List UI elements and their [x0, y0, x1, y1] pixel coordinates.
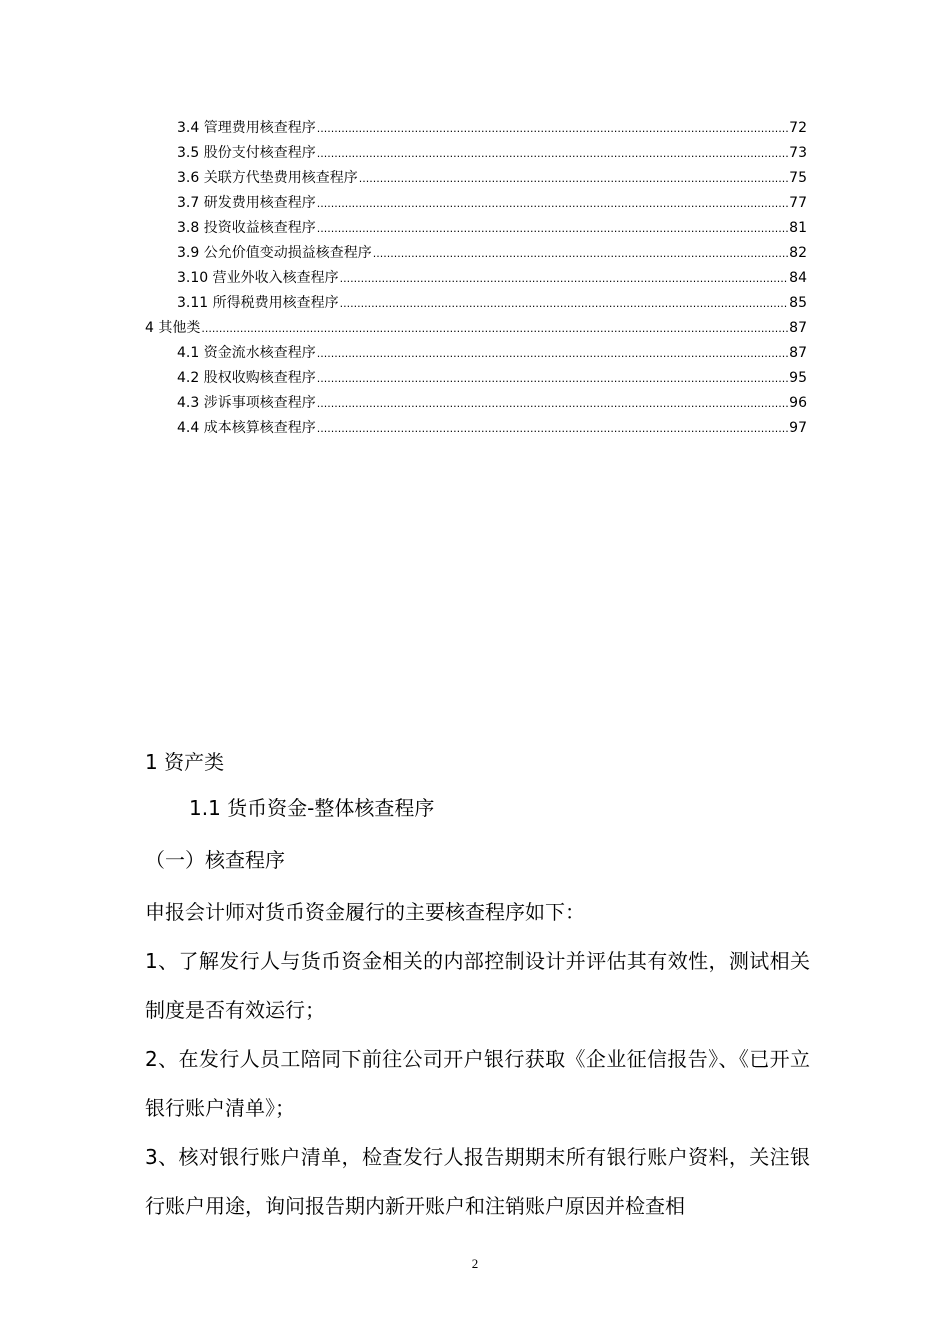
- toc-entry-page: 81: [789, 220, 807, 236]
- toc-entry[interactable]: [145, 291, 807, 316]
- table-of-contents: [145, 116, 807, 441]
- toc-leader-dots: [373, 241, 788, 266]
- document-body: [145, 740, 810, 1231]
- toc-leader-dots: [317, 416, 788, 441]
- list-item: 2、在发行人员工陪同下前往公司开户银行获取《企业征信报告》、《已开立银行账户清单》；: [145, 1047, 810, 1120]
- toc-entry-label: 3.10 营业外收入核查程序: [177, 270, 339, 286]
- sub-subsection-heading: （一）核查程序: [145, 848, 285, 872]
- toc-entry-label: 4.4 成本核算核查程序: [177, 420, 316, 436]
- toc-entry-label: 3.6 关联方代垫费用核查程序: [177, 170, 358, 186]
- toc-leader-dots: [317, 141, 788, 166]
- toc-entry-page: 84: [789, 270, 807, 286]
- toc-entry[interactable]: [145, 116, 807, 141]
- toc-leader-dots: [340, 266, 789, 291]
- toc-entry[interactable]: [145, 391, 807, 416]
- toc-entry-label: 4.1 资金流水核查程序: [177, 345, 316, 361]
- toc-entry-label: 3.7 研发费用核查程序: [177, 195, 316, 211]
- toc-entry[interactable]: [145, 216, 807, 241]
- toc-entry-page: 73: [789, 145, 807, 161]
- toc-entry-page: 85: [789, 295, 807, 311]
- toc-entry[interactable]: [145, 241, 807, 266]
- toc-entry-page: 72: [789, 120, 807, 136]
- toc-leader-dots: [317, 116, 788, 141]
- section-heading: 1 资产类: [145, 750, 225, 774]
- toc-entry-page: 95: [789, 370, 807, 386]
- toc-entry[interactable]: [145, 416, 807, 441]
- toc-entry-page: 77: [789, 195, 807, 211]
- toc-entry-label: 3.4 管理费用核查程序: [177, 120, 316, 136]
- toc-entry-page: 96: [789, 395, 807, 411]
- toc-entry-label: 4.2 股权收购核查程序: [177, 370, 316, 386]
- toc-leader-dots: [317, 341, 788, 366]
- page-number: 2: [471, 1256, 479, 1271]
- toc-leader-dots: [317, 366, 788, 391]
- toc-entry[interactable]: [145, 166, 807, 191]
- list-item: 1、了解发行人与货币资金相关的内部控制设计并评估其有效性，测试相关制度是否有效运行；: [145, 949, 810, 1022]
- intro-paragraph: 申报会计师对货币资金履行的主要核查程序如下：: [145, 900, 585, 924]
- toc-entry[interactable]: [145, 341, 807, 366]
- toc-leader-dots: [317, 216, 788, 241]
- toc-entry-page: 82: [789, 245, 807, 261]
- toc-entry-label: 3.5 股份支付核查程序: [177, 145, 316, 161]
- toc-entry[interactable]: [145, 141, 807, 166]
- toc-leader-dots: [201, 316, 788, 341]
- toc-leader-dots: [359, 166, 788, 191]
- toc-entry-label: 4.3 涉诉事项核查程序: [177, 395, 316, 411]
- toc-leader-dots: [317, 191, 788, 216]
- toc-entry-page: 97: [789, 420, 807, 436]
- subsection-heading: 1.1 货币资金-整体核查程序: [189, 796, 435, 820]
- toc-entry-page: 87: [789, 345, 807, 361]
- toc-entry-page: 87: [789, 320, 807, 336]
- toc-leader-dots: [340, 291, 789, 316]
- toc-entry-label: 3.9 公允价值变动损益核查程序: [177, 245, 372, 261]
- toc-entry[interactable]: [145, 366, 807, 391]
- toc-entry-label: 3.11 所得税费用核查程序: [177, 295, 339, 311]
- toc-entry[interactable]: [145, 266, 807, 291]
- toc-entry[interactable]: [145, 191, 807, 216]
- toc-leader-dots: [317, 391, 788, 416]
- toc-entry-label: 4 其他类: [145, 320, 201, 336]
- list-item: 3、核对银行账户清单，检查发行人报告期期末所有银行账户资料，关注银行账户用途，询问报告期内新开账户和注销账户原因并检查相: [145, 1145, 810, 1218]
- toc-entry-page: 75: [789, 170, 807, 186]
- toc-entry[interactable]: [145, 316, 807, 341]
- toc-entry-label: 3.8 投资收益核查程序: [177, 220, 316, 236]
